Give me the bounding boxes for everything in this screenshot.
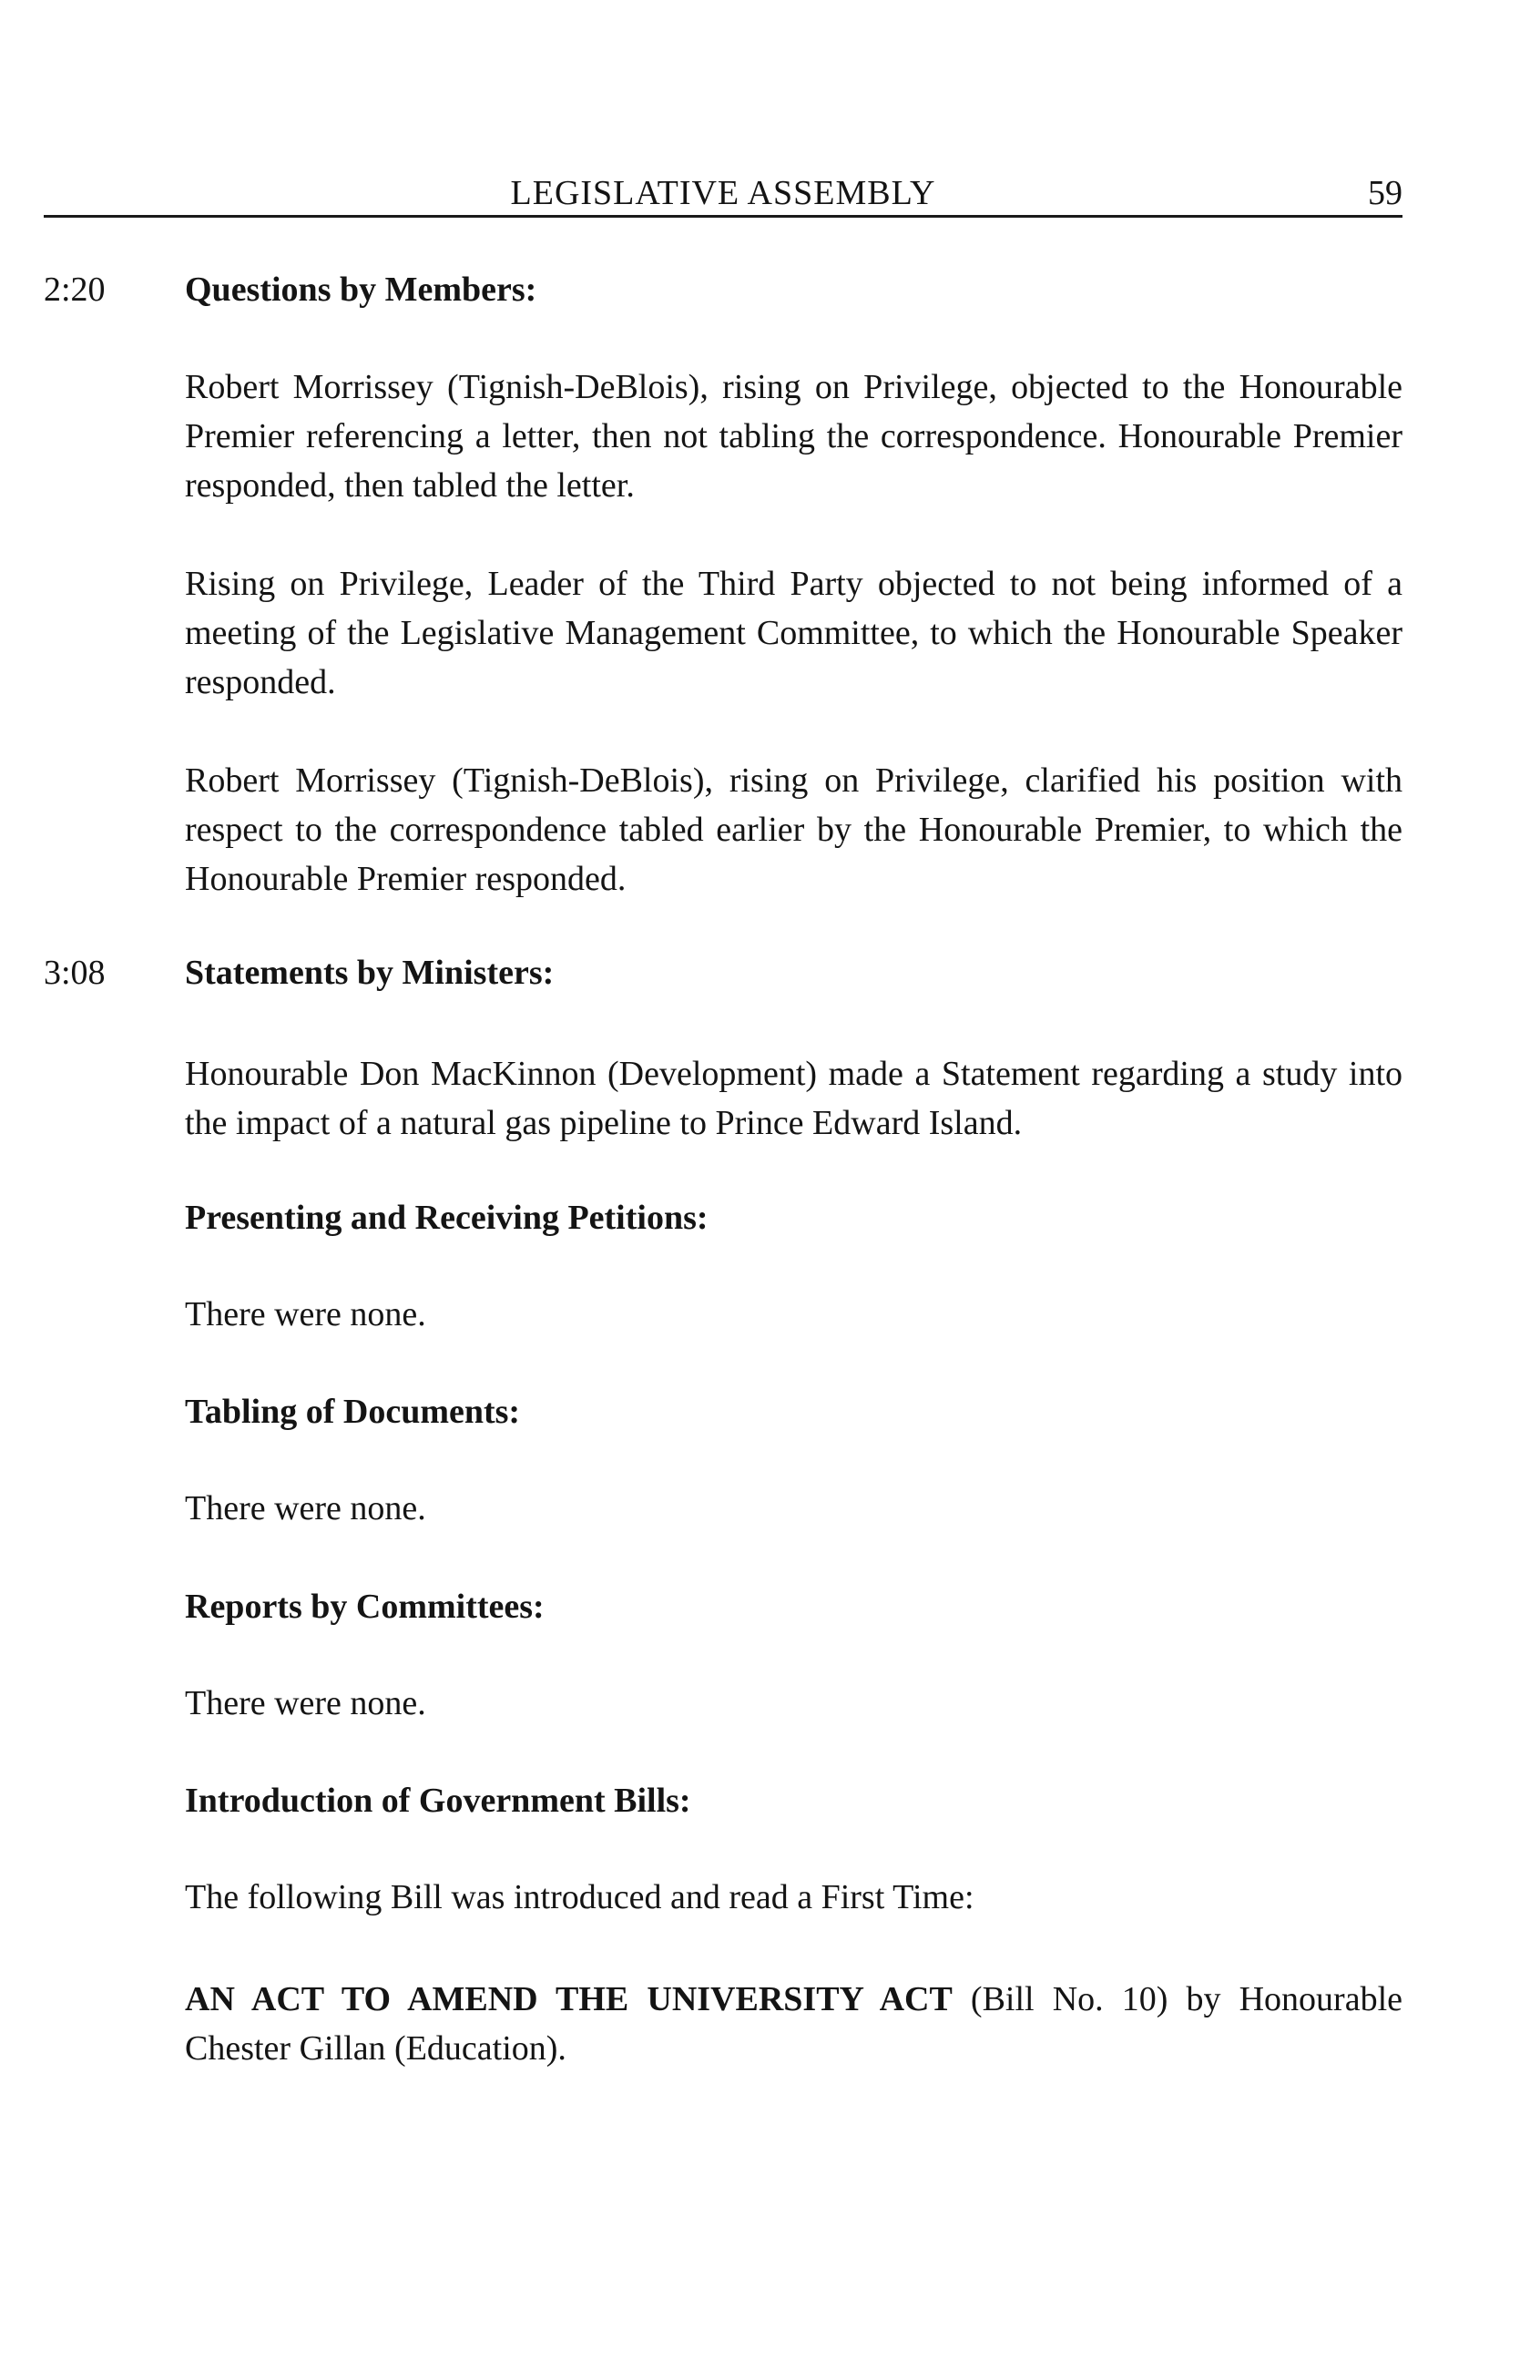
heading-statements-by-ministers: Statements by Ministers: <box>185 954 555 992</box>
bill-entry <box>185 1975 1402 2073</box>
page-header <box>44 173 1402 211</box>
bills-intro-text: The following Bill was introduced and read a First Time: <box>185 1878 974 1916</box>
paragraph-privilege-meeting: Rising on Privilege, Leader of the Third Party objected to not being informed of a meeting of the Legislative Management Committee, to which the Honourable Speaker responded. <box>185 565 1402 701</box>
paragraph-statement-pipeline: Honourable Don MacKinnon (Development) made a Statement regarding a study into the impact of a natural gas pipeline to Prince Edward Island. <box>185 1055 1402 1142</box>
reports-none-text: There were none. <box>185 1684 426 1722</box>
heading-tabling-of-documents: Tabling of Documents: <box>185 1393 521 1431</box>
heading-questions-by-members: Questions by Members: <box>185 271 537 309</box>
tabling-none-text: There were none. <box>185 1489 426 1527</box>
page-number: 59 <box>1368 174 1402 212</box>
header-rule <box>44 215 1402 218</box>
heading-government-bills: Introduction of Government Bills: <box>185 1782 691 1820</box>
bill-title: AN ACT TO AMEND THE UNIVERSITY ACT <box>185 1980 953 2018</box>
time-stamp-statements: 3:08 <box>44 954 106 992</box>
petitions-none-text: There were none. <box>185 1295 426 1333</box>
paragraph-privilege-correspondence: Robert Morrissey (Tignish-DeBlois), rising on Privilege, clarified his position with respect to the correspondence tabled earlier by the Honourable Premier, to which the Honourable Premier responded. <box>185 761 1402 898</box>
heading-petitions: Presenting and Receiving Petitions: <box>185 1199 709 1237</box>
paragraph-privilege-letter: Robert Morrissey (Tignish-DeBlois), rising on Privilege, objected to the Honourable Premier referencing a letter, then not tabling the correspondence. Honourable Premier responded, then tabled the letter. <box>185 368 1402 505</box>
running-title: LEGISLATIVE ASSEMBLY <box>510 174 936 212</box>
time-stamp-questions: 2:20 <box>44 271 106 309</box>
heading-reports-by-committees: Reports by Committees: <box>185 1588 545 1626</box>
bill-details: (Bill No. 10) by Honourable Chester Gillan (Education). <box>185 1980 1402 2068</box>
